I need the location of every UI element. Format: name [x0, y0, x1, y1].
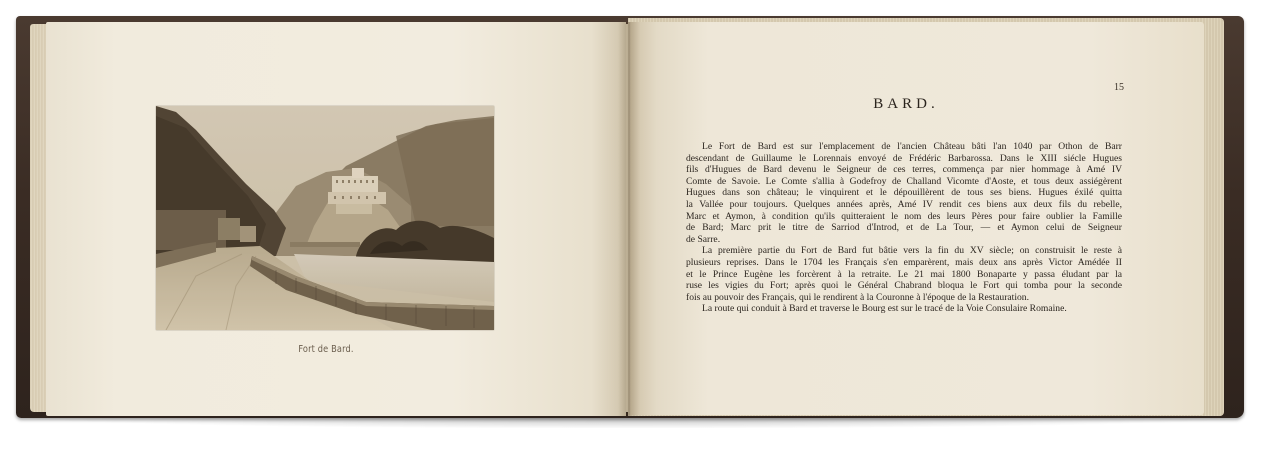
- photograph-illustration: [156, 106, 494, 330]
- text-line: plusieurs reprises. Dans le 1704 les Français s'en emparèrent, mais deux ans après Victor Amédée II: [686, 256, 1122, 268]
- text-line: La route qui conduit à Bard et traverse le Bourg est sur le tracé de la Voie Consulaire Romaine.: [702, 303, 1067, 315]
- text-line: ruse les vigies du Fort; après quoi le Général Chabrand bloqua le Fort qui tomba pour la seconde: [686, 280, 1122, 292]
- photograph-fort-de-bard: [156, 106, 494, 330]
- text-line: Marc et Aymon, à condition qu'ils quitteraient le nom des leurs Pères pour faire oublier la Famille: [686, 210, 1122, 222]
- text-line: fils d'Hugues de Bard devenu le Seigneur de ces terres, commença par nier hommage à Amé IV: [686, 164, 1122, 176]
- text-line: de Bard; Marc prit le titre de Sarriod d'Introd, et de La Tour, — et Aymon celui de Seigneur: [686, 222, 1122, 234]
- page-heading: BARD.: [873, 96, 939, 112]
- text-line: Comte de Savoie. Le Comte s'allia à Godefroy de Challand Vicomte d'Aoste, et tous deux assiégèrent: [686, 175, 1122, 187]
- text-line: Le Fort de Bard est sur l'emplacement de l'ancien Château bâti l'an 1040 par Othon de Barr: [702, 141, 1122, 152]
- book-gutter: [618, 22, 640, 416]
- text-line: de Sarre.: [686, 233, 721, 245]
- photo-caption: Fort de Bard.: [298, 344, 354, 355]
- page-number: 15: [1114, 82, 1124, 93]
- text-line: descendant de Guillaume le Lorennais envoyé de Frédéric Barbarossa. Dans le XIII siécle Hugues: [686, 152, 1122, 164]
- text-line: la Vallée pour toujours. Quelques années après, Amé IV rendit ces biens aux deux fils du rebelle,: [686, 198, 1122, 210]
- text-line: Hugues dans son château; le vinquirent et le dépouillèrent de tous ses biens. Hugues éxilé quitta: [686, 187, 1122, 199]
- body-text: [686, 141, 1122, 315]
- text-line: La première partie du Fort de Bard fut bâtie vers la fin du XV siècle; on construisit le reste à: [702, 245, 1122, 257]
- text-line: et le Prince Eugène les forcèrent à la retraite. Le 21 mai 1800 Bonaparte y passa éludant par la: [686, 268, 1122, 280]
- text-line: fois au pouvoir des Français, qui le rendirent à la Couronne à l'époque de la Restauration.: [686, 291, 1030, 303]
